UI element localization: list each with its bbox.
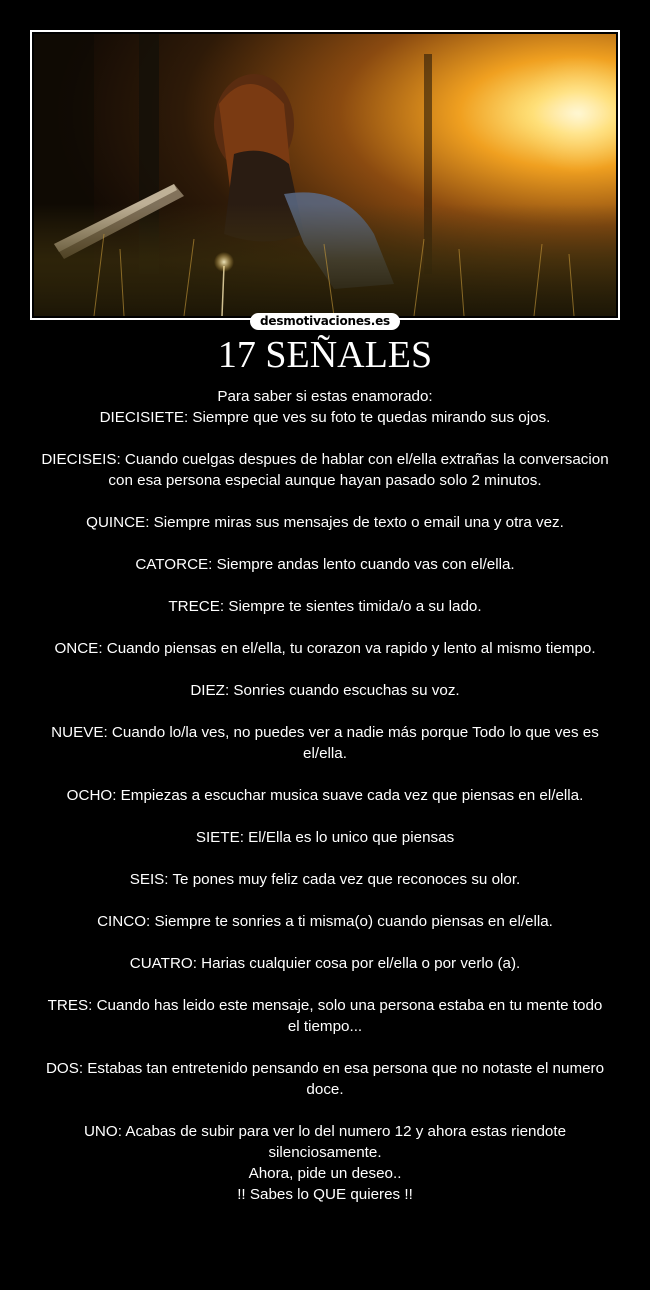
paragraph: CATORCE: Siempre andas lento cuando vas con el/ella. <box>135 556 515 573</box>
watermark-bar <box>0 312 650 330</box>
paragraph: SIETE: El/Ella es lo unico que piensas <box>195 829 455 846</box>
intro-line: Para saber si estas enamorado: <box>217 388 433 405</box>
paragraph: DOS: Estabas tan entretenido pensando en esa persona que no notaste el numero doce. <box>45 1060 605 1098</box>
paragraph: CUATRO: Harias cualquier cosa por el/ella o por verlo (a). <box>129 955 521 972</box>
poster-body <box>40 386 610 1205</box>
image-frame <box>30 30 620 320</box>
paragraph: NUEVE: Cuando lo/la ves, no puedes ver a nadie más porque Todo lo que ves es el/ella. <box>51 724 599 762</box>
paragraph: QUINCE: Siempre miras sus mensajes de texto o email una y otra vez. <box>86 514 564 531</box>
closing-line: Ahora, pide un deseo.. <box>248 1165 402 1182</box>
paragraph: CINCO: Siempre te sonries a ti misma(o) cuando piensas en el/ella. <box>97 913 553 930</box>
paragraph: DIECISIETE: Siempre que ves su foto te quedas mirando sus ojos. <box>99 409 551 426</box>
paragraph: DIECISEIS: Cuando cuelgas despues de hablar con el/ella extrañas la conversacion con esa persona especial aunque hayan pasado solo 2 minutos. <box>41 451 609 489</box>
poster-title: 17 SEÑALES <box>217 334 433 376</box>
paragraph: SEIS: Te pones muy feliz cada vez que reconoces su olor. <box>129 871 521 888</box>
paragraph: OCHO: Empiezas a escuchar musica suave cada vez que piensas en el/ella. <box>66 787 584 804</box>
closing-line: !! Sabes lo QUE quieres !! <box>237 1186 413 1203</box>
final-block <box>40 1121 610 1205</box>
paragraph: ONCE: Cuando piensas en el/ella, tu corazon va rapido y lento al mismo tiempo. <box>54 640 596 657</box>
paragraph: TRECE: Siempre te sientes timida/o a su lado. <box>168 598 482 615</box>
site-logo[interactable]: desmotivaciones.es <box>250 313 400 330</box>
intro-block <box>40 386 610 428</box>
paragraph: UNO: Acabas de subir para ver lo del numero 12 y ahora estas riendote silenciosamente. <box>83 1123 567 1161</box>
girl-in-field-image <box>34 34 616 316</box>
paragraph: DIEZ: Sonries cuando escuchas su voz. <box>190 682 460 699</box>
sunset-photo <box>34 34 616 316</box>
paragraph: TRES: Cuando has leido este mensaje, solo una persona estaba en tu mente todo el tiempo... <box>47 997 603 1035</box>
